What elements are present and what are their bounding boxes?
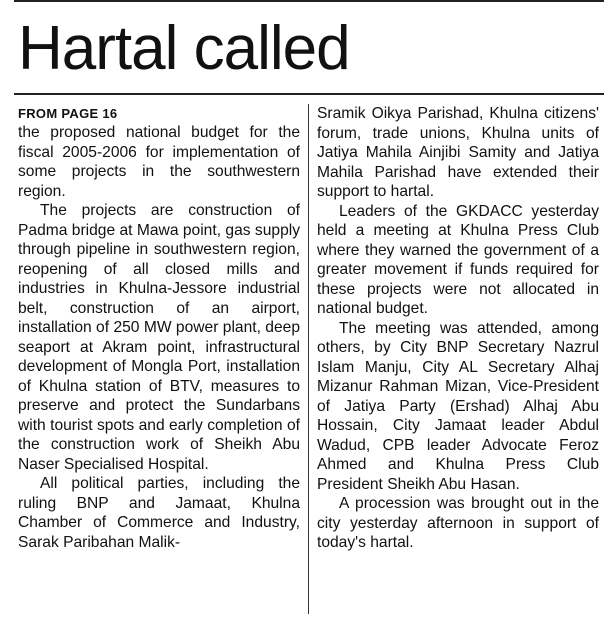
right-column <box>317 104 599 553</box>
headline: Hartal called <box>18 14 350 83</box>
right-paragraph-4: A procession was brought out in the city yesterday afternoon in support of today's hartal. <box>317 495 599 551</box>
left-column <box>18 104 300 552</box>
left-paragraph-3: All political parties, including the ruling BNP and Jamaat, Khulna Chamber of Commerce and Industry, Sarak Paribahan Malik- <box>18 475 300 551</box>
right-paragraph-1: Sramik Oikya Parishad, Khulna citizens' forum, trade unions, Khulna units of Jatiya Mahila Ainjibi Samity and Jatiya Mahila Parishad have extended their support to hartal. <box>317 105 599 200</box>
right-paragraph-2: Leaders of the GKDACC yesterday held a meeting at Khulna Press Club where they warned the government of a greater movement if funds required for these projects were not allocated in national budget. <box>317 202 599 317</box>
left-paragraph-1: the proposed national budget for the fiscal 2005-2006 for implementation of some projects in the southwestern region. <box>18 124 300 200</box>
continuation-label: FROM PAGE 16 <box>18 106 118 121</box>
left-paragraph-2: The projects are construction of Padma bridge at Mawa point, gas supply through pipeline in southwestern region, reopening of all closed mills and industries in Khulna-Jessore industrial belt, construction of an airport, installation of 250 MW power plant, deep seaport at Akram point, infrastructural development of Mongla Port, installation of Khulna station of BTV, measures to preserve and protect the Sundarbans with tourist spots and early completion of the construction work of Sheikh Abu Naser Specialised Hospital. <box>18 202 300 473</box>
column-divider <box>308 104 309 614</box>
headline-rule <box>14 93 604 95</box>
right-paragraph-3: The meeting was attended, among others, by City BNP Secretary Nazrul Islam Manju, City AL Secretary Alhaj Mizanur Rahman Mizan, Vice-President of Jatiya Party (Ershad) Alhaj Abu Hossain, City Jamaat leader Abdul Wadud, CPB leader Advocate Feroz Ahmed and Khulna Press Club President Sheikh Abu Hasan. <box>317 319 599 493</box>
top-rule <box>14 0 604 2</box>
